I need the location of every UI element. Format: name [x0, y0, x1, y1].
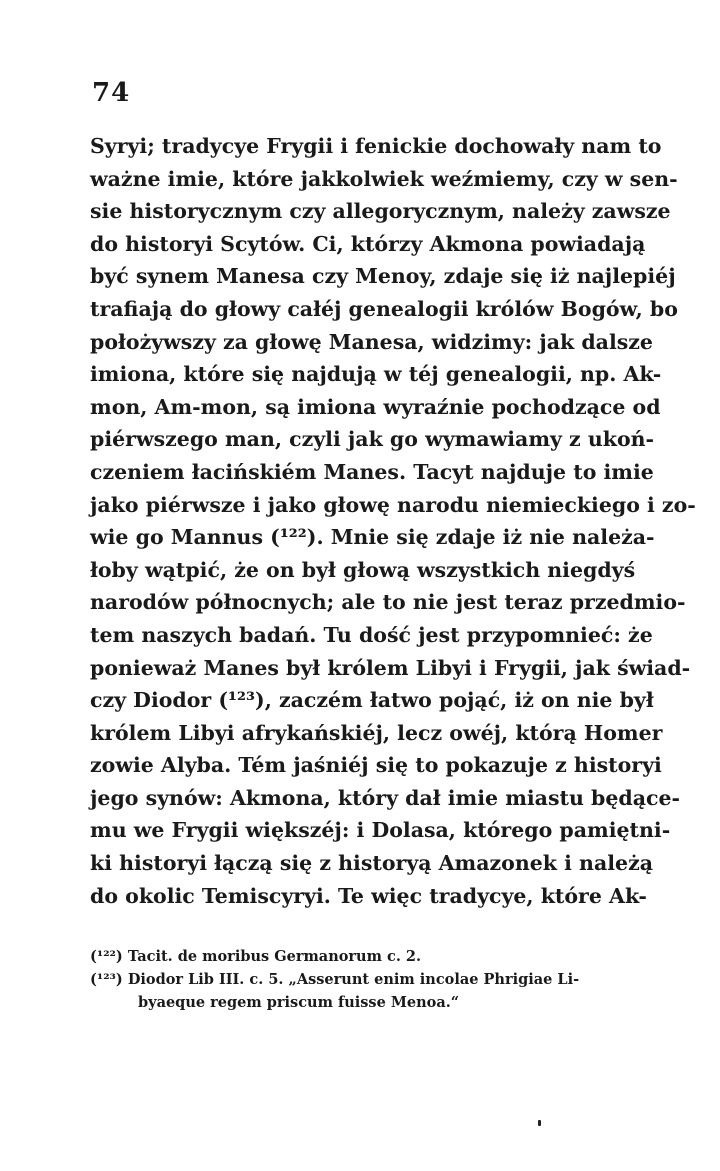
text-line: imiona, które się najdują w téj genealogii, np. Ak-: [90, 362, 662, 387]
text-line: Syryi; tradycye Frygii i fenickie dochowały nam to: [90, 134, 662, 158]
footnote-continuation: byaeque regem priscum fuisse Menoa.“: [138, 994, 460, 1011]
text-line: trafiają do głowy całéj genealogii królów Bogów, bo: [90, 296, 678, 321]
text-line: łoby wątpić, że on był głową wszystkich niegdyś: [90, 557, 636, 582]
text-line: królem Libyi afrykańskiéj, lecz owéj, którą Homer: [90, 720, 663, 745]
text-line: tem naszych badań. Tu dość jest przypomnieć: że: [90, 622, 653, 647]
text-line: do historyi Scytów. Ci, którzy Akmona powiadają: [90, 231, 646, 256]
text-line: sie historycznym czy allegorycznym, należy zawsze: [90, 199, 671, 224]
text-line: mon, Am-mon, są imiona wyraźnie pochodzące od: [90, 394, 661, 419]
text-line: jako piérwsze i jako głowę narodu niemieckiego i zo-: [90, 492, 696, 517]
text-line: mu we Frygii większéj: i Dolasa, którego pamiętni-: [90, 818, 671, 843]
text-line: ponieważ Manes był królem Libyi i Frygii, jak świad-: [90, 655, 691, 680]
page-number: 74: [92, 78, 131, 108]
text-line: czeniem łacińskiém Manes. Tacyt najduje to imie: [90, 459, 654, 484]
text-line: jego synów: Akmona, który dał imie miastu będące-: [90, 785, 681, 810]
text-line: ki historyi łączą się z historyą Amazonek i należą: [90, 851, 653, 876]
ink-speck: [538, 1120, 541, 1126]
text-line: czy Diodor (¹²³), zaczém łatwo pojąć, iż on nie był: [90, 688, 654, 713]
text-line: być synem Manesa czy Menoy, zdaje się iż najlepiéj: [90, 264, 676, 289]
text-line: wie go Mannus (¹²²). Mnie się zdaje iż nie należa-: [90, 525, 655, 550]
text-line: do okolic Temiscyryi. Te więc tradycye, które Ak-: [90, 883, 647, 908]
text-line: narodów północnych; ale to nie jest teraz przedmio-: [90, 590, 686, 615]
main-text: [90, 130, 696, 912]
text-line: położywszy za głowę Manesa, widzimy: jak dalsze: [90, 329, 653, 354]
footnotes: [90, 945, 630, 1014]
footnote: (¹²³) Diodor Lib III. c. 5. „Asserunt enim incolae Phrigiae Li-: [90, 971, 580, 988]
text-line: piérwszego man, czyli jak go wymawiamy z ukoń-: [90, 427, 655, 452]
text-line: ważne imie, które jakkolwiek weźmiemy, czy w sen-: [90, 166, 678, 191]
footnote: (¹²²) Tacit. de moribus Germanorum c. 2.: [90, 948, 422, 965]
text-line: zowie Alyba. Tém jaśniéj się to pokazuje z historyi: [90, 753, 662, 778]
